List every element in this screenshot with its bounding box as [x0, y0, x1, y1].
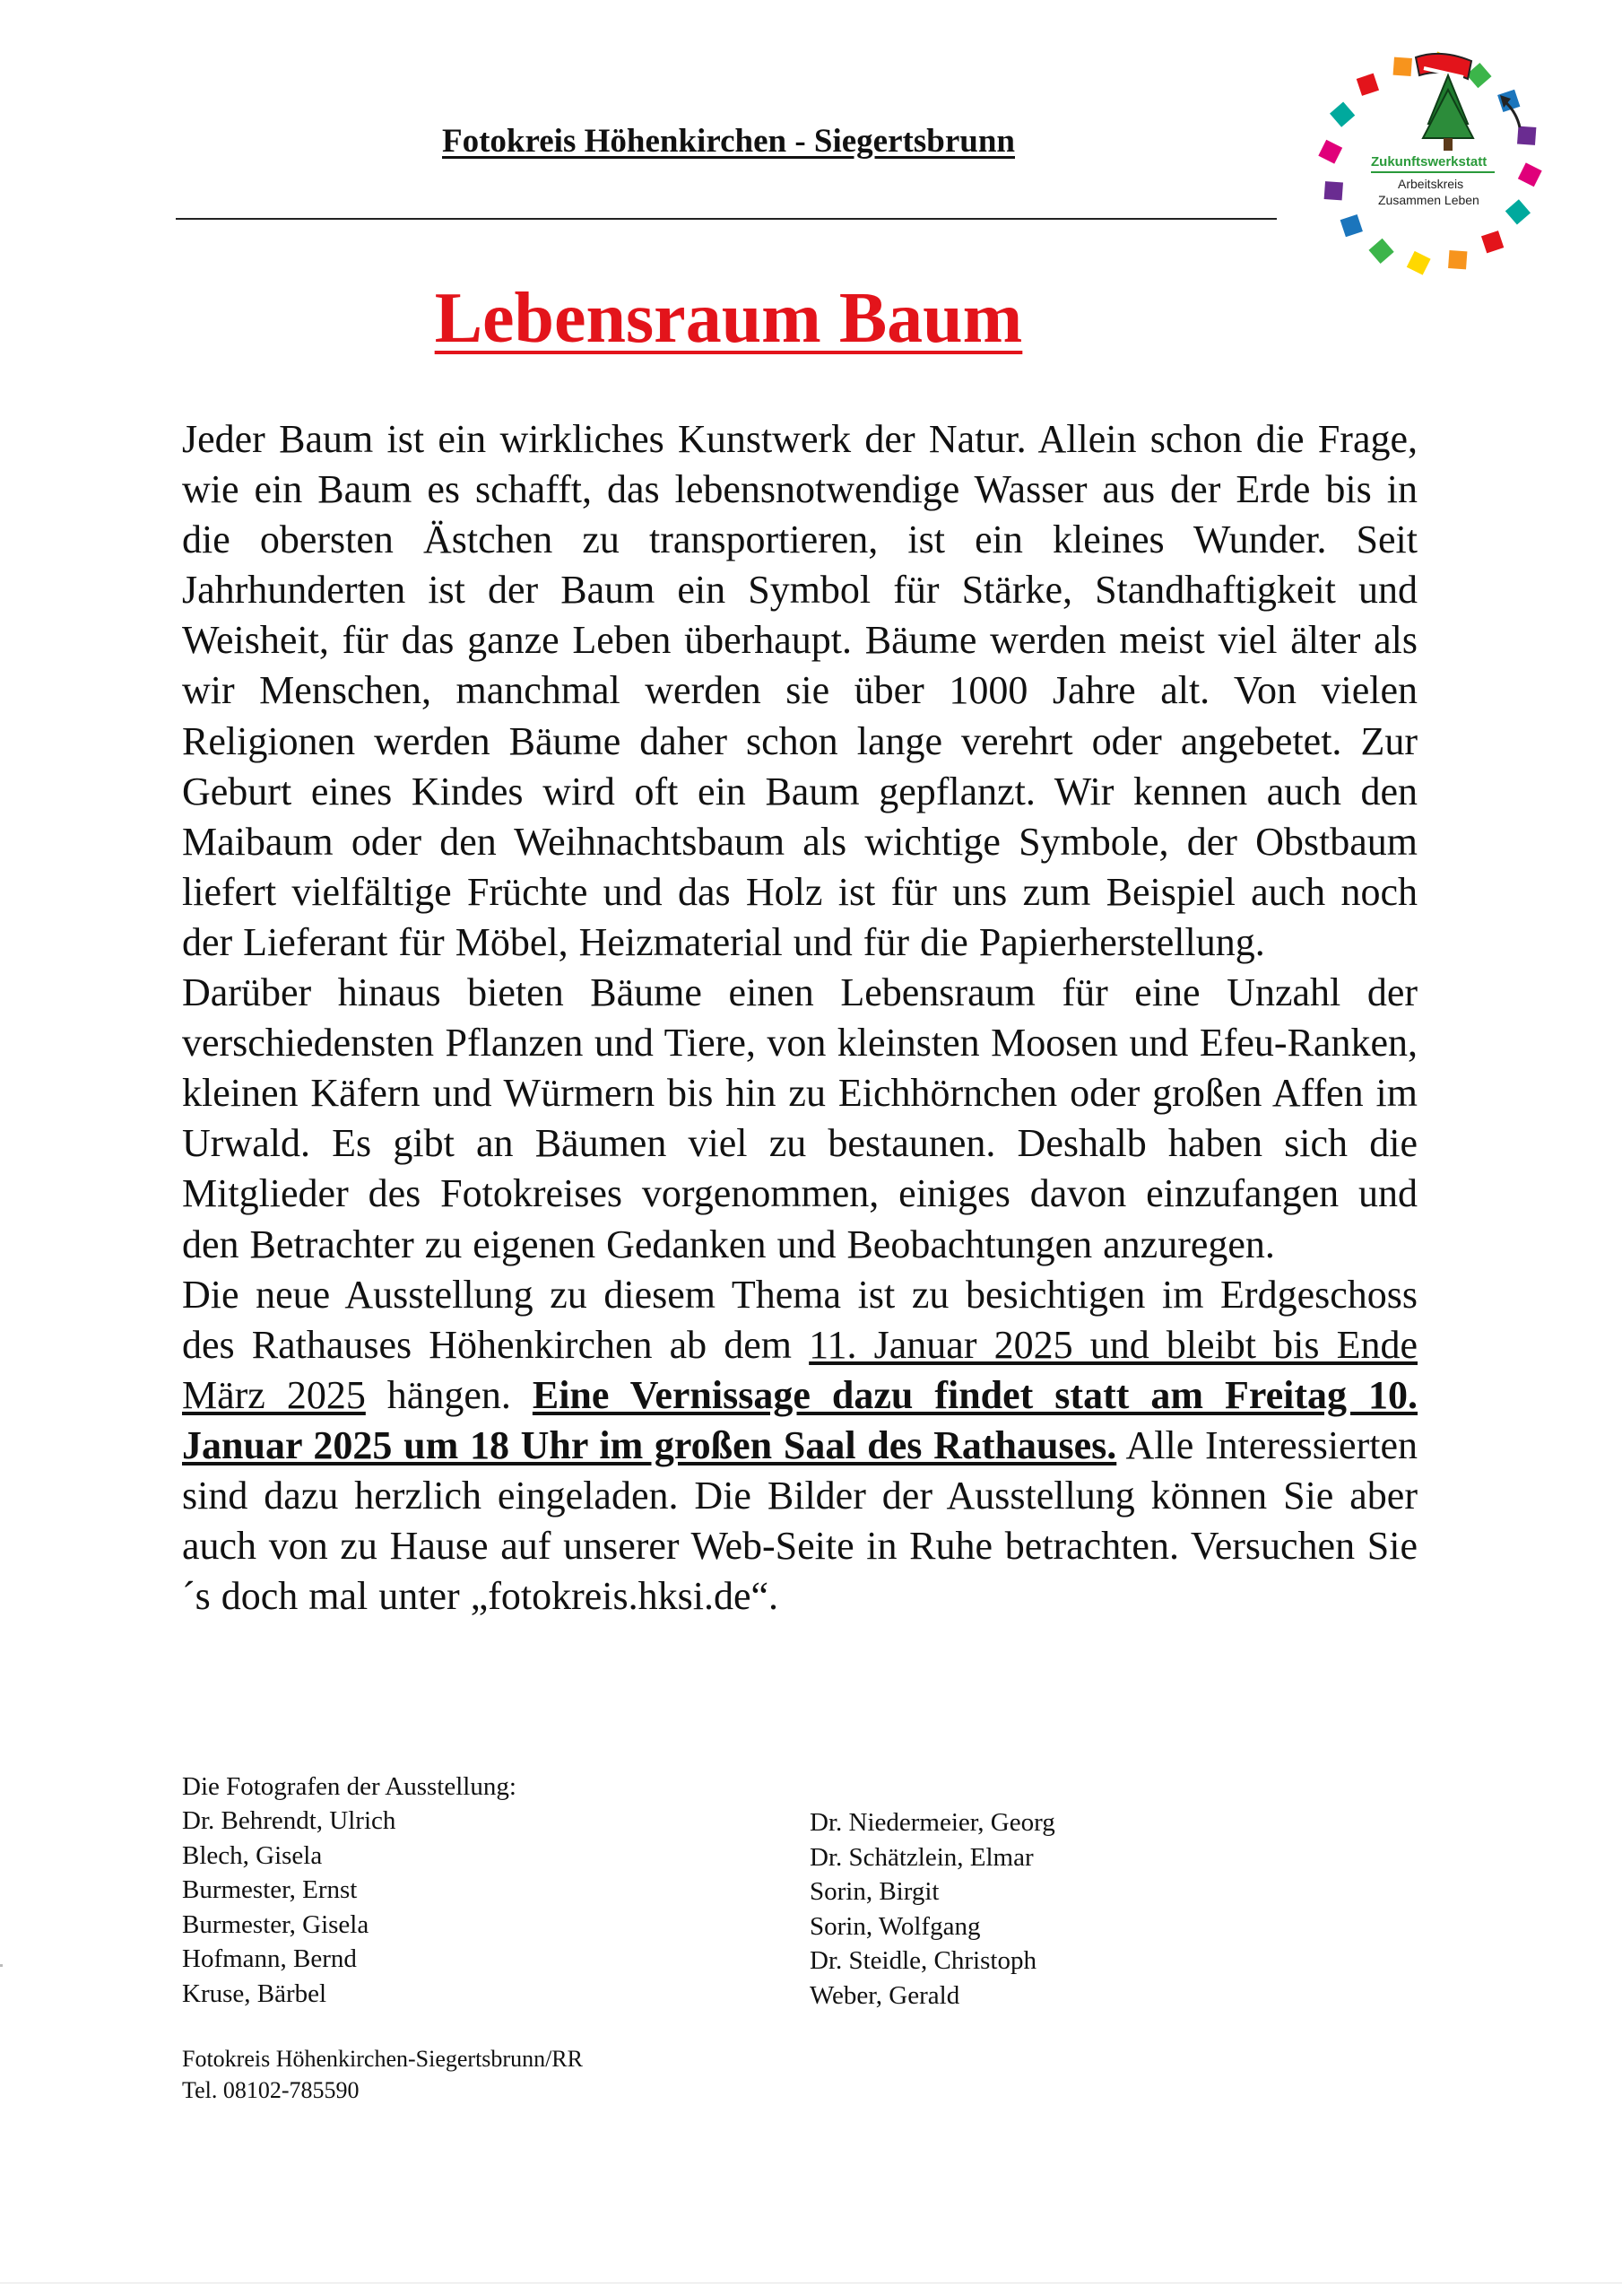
photographer-name: Dr. Behrendt, Ulrich	[182, 1806, 396, 1835]
paragraph-3-mid: hängen.	[365, 1372, 533, 1417]
article-body	[182, 414, 1418, 1622]
contact-footer	[182, 2043, 583, 2106]
photographers-list-right	[810, 1805, 1055, 2013]
logo-graphic	[1305, 38, 1556, 289]
footer-organization: Fotokreis Höhenkirchen-Siegertsbrunn/RR	[182, 2046, 583, 2072]
photographer-name: Weber, Gerald	[810, 1980, 960, 2010]
footer-phone: Tel. 08102-785590	[182, 2077, 360, 2103]
paragraph-3	[182, 1270, 1418, 1622]
logo-block	[1368, 239, 1393, 264]
logo-block	[1407, 251, 1431, 275]
logo-block	[1518, 162, 1542, 187]
exhibition-dates: 11. Januar 2025 und bleibt bis Ende März 2025	[182, 1322, 1418, 1417]
vernissage-notice: Eine Vernissage dazu findet statt am Freitag 10. Januar 2025 um 18 Uhr im großen Saal des Rathauses.	[182, 1372, 1418, 1467]
page-title	[179, 278, 1278, 360]
photographer-name: Dr. Steidle, Christoph	[810, 1946, 1037, 1975]
paragraph-1: Jeder Baum ist ein wirkliches Kunstwerk der Natur. Allein schon die Frage, wie ein Baum es schafft, das lebensnotwendige Wasser aus der Erde bis in die obersten Ästchen zu transportieren, ist ein kleines Wunder. Seit Jahrhunderten ist der Baum ein Symbol für Stärke, Standhaftigkeit und Weisheit, für das ganze Leben überhaupt. Bäume werden meist viel älter als wir Menschen, manchmal werden sie über 1000 Jahre alt. Von vielen Religionen werden Bäume daher schon lange verehrt oder angebetet. Zur Geburt eines Kindes wird oft ein Baum gepflanzt. Wir kennen auch den Maibaum oder den Weihnachtsbaum als wichtige Symbole, der Obstbaum liefert vielfältige Früchte und das Holz ist für uns zum Beispiel auch noch der Lieferant für Möbel, Heizmaterial und für die Papierherstellung.	[182, 417, 1418, 964]
photographers-list-left	[182, 1804, 395, 2011]
organization-header: Fotokreis Höhenkirchen - Siegertsbrunn	[442, 123, 1015, 160]
logo-line-3: Zusammen Leben	[1378, 193, 1479, 207]
logo-block	[1340, 214, 1363, 237]
logo-block	[1505, 199, 1531, 224]
paragraph-3-outro: Alle Interessierten sind dazu herzlich eingeladen. Die Bilder der Ausstellung können Sie aber auch von zu Hause auf unserer Web-Seite in Ruhe betrachten. Versuchen Sie´s doch mal unter „fotokreis.hksi.de“.	[182, 1422, 1418, 1619]
logo-line-2: Arbeitskreis	[1398, 177, 1464, 191]
logo-block	[1448, 250, 1467, 269]
paragraph-3-intro: Die neue Ausstellung zu diesem Thema ist zu besichtigen im Erdgeschoss des Rathauses Höhenkirchen ab dem	[182, 1272, 1418, 1367]
photographer-name: Dr. Niedermeier, Georg	[810, 1808, 1055, 1837]
logo-block	[1330, 101, 1355, 126]
header-divider	[176, 218, 1277, 220]
photographer-name: Kruse, Bärbel	[182, 1979, 327, 2008]
logo-line-1: Zukunftswerkstatt	[1371, 154, 1488, 170]
paragraph-2: Darüber hinaus bieten Bäume einen Lebensraum für eine Unzahl der verschiedensten Pflanzen und Tiere, von kleinsten Moosen und Efeu-Ranken, kleinen Käfern und Würmern bis hin zu Eichhörnchen oder großen Affen im Urwald. Es gibt an Bäumen viel zu bestaunen. Deshalb haben sich die Mitglieder des Fotokreises vorgenommen, einiges davon einzufangen und den Betrachter zu eigenen Gedanken und Beobachtungen anzuregen.	[182, 970, 1418, 1266]
photographer-name: Sorin, Birgit	[810, 1877, 940, 1906]
photographer-name: Burmester, Ernst	[182, 1875, 358, 1904]
scan-artifact	[0, 1964, 3, 1967]
logo-block	[1517, 126, 1536, 145]
photographer-name: Burmester, Gisela	[182, 1909, 369, 1939]
photographers-heading: Die Fotografen der Ausstellung:	[182, 1772, 516, 1801]
photographer-name: Hofmann, Bernd	[182, 1944, 357, 1973]
logo-block	[1318, 140, 1342, 164]
logo-block	[1324, 181, 1343, 200]
photographer-name: Dr. Schätzlein, Elmar	[810, 1842, 1034, 1872]
title-text: Lebensraum Baum	[434, 279, 1023, 358]
photographer-name: Sorin, Wolfgang	[810, 1911, 981, 1941]
zukunftswerkstatt-logo	[1305, 38, 1556, 289]
photographer-name: Blech, Gisela	[182, 1840, 323, 1870]
logo-block	[1481, 230, 1504, 253]
logo-block	[1393, 57, 1412, 76]
logo-block	[1357, 74, 1379, 96]
